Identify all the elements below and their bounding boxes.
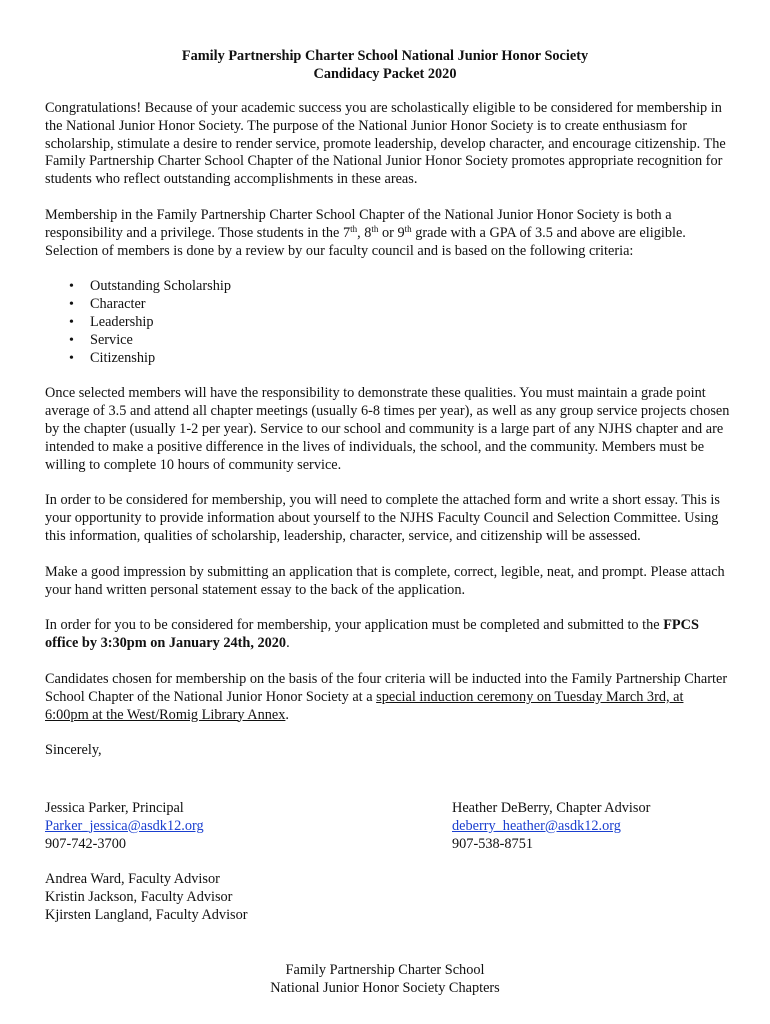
criterion-label: Character <box>90 296 146 313</box>
bullet-icon: • <box>69 314 74 330</box>
list-item <box>69 331 730 350</box>
document-title <box>0 47 770 83</box>
membership-text-1: Membership in the Family Partnership Charter School Chapter of the National Junior Honor Society is both a responsibility and a privilege. Those students in the 7 <box>45 206 672 241</box>
title-line-1: Family Partnership Charter School National Junior Honor Society <box>181 48 589 64</box>
criterion-label: Service <box>90 331 133 348</box>
criteria-list <box>45 278 730 367</box>
induction-ceremony-underlined: special induction ceremony on Tuesday March 3rd, at 6:00pm at the West/Romig Library Annex <box>45 688 684 723</box>
paragraph-membership <box>45 207 730 260</box>
faculty-advisor-3: Kjirsten Langland, Faculty Advisor <box>45 906 248 923</box>
title-line-2: Candidacy Packet 2020 <box>313 66 457 82</box>
principal-phone: 907-742-3700 <box>45 835 127 852</box>
list-item <box>69 349 730 368</box>
paragraph-induction <box>45 671 730 724</box>
closing-salutation: Sincerely, <box>45 742 102 759</box>
bullet-icon: • <box>69 332 74 348</box>
list-item <box>69 278 730 296</box>
ordinal-suffix-7th: th <box>350 223 358 234</box>
membership-text-3: or 9 <box>378 224 405 241</box>
membership-text-2: , 8 <box>357 224 372 241</box>
faculty-advisors <box>45 871 445 924</box>
faculty-advisor-1: Andrea Ward, Faculty Advisor <box>45 871 220 887</box>
signatory-principal <box>45 800 345 853</box>
ordinal-suffix-8th: th <box>371 223 379 234</box>
list-item <box>69 296 730 314</box>
induction-text: Candidates chosen for membership on the basis of the four criteria will be inducted into the Family Partnership Charter School Chapter of the National Junior Honor Society at a <box>45 670 728 705</box>
paragraph-application: In order to be considered for membership, you will need to complete the attached form and write a short essay. This is your opportunity to provide information about yourself to the NJHS Faculty Council and Selection Committee. Using this information, qualities of scholarship, leadership, character, service, and citizenship will be assessed. <box>45 492 720 544</box>
deadline-bold: FPCS office by 3:30pm on January 24th, 2020 <box>45 617 699 652</box>
signatory-chapter-advisor <box>452 800 752 853</box>
advisor-email-link[interactable]: deberry_heather@asdk12.org <box>452 817 621 834</box>
paragraph-responsibilities: Once selected members will have the responsibility to demonstrate these qualities. You must maintain a grade point average of 3.5 and attend all chapter meetings (usually 6-8 times per year), as well as any group service projects chosen by the chapter (usually 1-2 per year). Service to our school and community is a large part of any NJHS chapter and are intended to make a positive difference in the lives of individuals, the school, and the community. Members must be willing to complete 10 hours of community service. <box>45 385 730 473</box>
bullet-icon: • <box>69 350 74 366</box>
criterion-label: Leadership <box>90 313 154 330</box>
induction-end: . <box>285 706 289 723</box>
membership-text-4: grade with a GPA of 3.5 and above are eligible. Selection of members is done by a review by our faculty council and is based on the following criteria: <box>45 224 686 259</box>
criterion-label: Citizenship <box>90 349 156 366</box>
signature-block <box>45 800 730 860</box>
paragraph-impression: Make a good impression by submitting an application that is complete, correct, legible, neat, and prompt. Please attach your hand written personal statement essay to the back of the application. <box>45 563 725 598</box>
principal-email-link[interactable]: Parker_jessica@asdk12.org <box>45 817 204 834</box>
faculty-advisor-2: Kristin Jackson, Faculty Advisor <box>45 888 233 905</box>
list-item <box>69 313 730 332</box>
paragraph-congratulations: Congratulations! Because of your academic success you are scholastically eligible to be considered for membership in the National Junior Honor Society. The purpose of the National Junior Honor Society is to create enthusiasm for scholarship, stimulate a desire to render service, promote leadership, develop character, and encourage citizenship. The Family Partnership Charter School Chapter of the National Junior Honor Society promotes appropriate recognition for students who reflect outstanding accomplishments in these areas. <box>45 100 726 188</box>
footer-line-1: Family Partnership Charter School <box>285 962 485 978</box>
advisor-name: Heather DeBerry, Chapter Advisor <box>452 800 651 816</box>
bullet-icon: • <box>69 297 74 313</box>
letter-body <box>45 100 730 778</box>
principal-name: Jessica Parker, Principal <box>45 800 184 816</box>
document-footer <box>0 962 770 998</box>
paragraph-deadline <box>45 617 730 653</box>
ordinal-suffix-9th: th <box>404 223 412 234</box>
criterion-label: Outstanding Scholarship <box>90 278 231 295</box>
footer-line-2: National Junior Honor Society Chapters <box>270 979 500 996</box>
bullet-icon: • <box>69 279 74 295</box>
deadline-text: In order for you to be considered for membership, your application must be completed and submitted to the <box>45 617 664 634</box>
deadline-end: . <box>286 635 290 652</box>
advisor-phone: 907-538-8751 <box>452 835 534 852</box>
